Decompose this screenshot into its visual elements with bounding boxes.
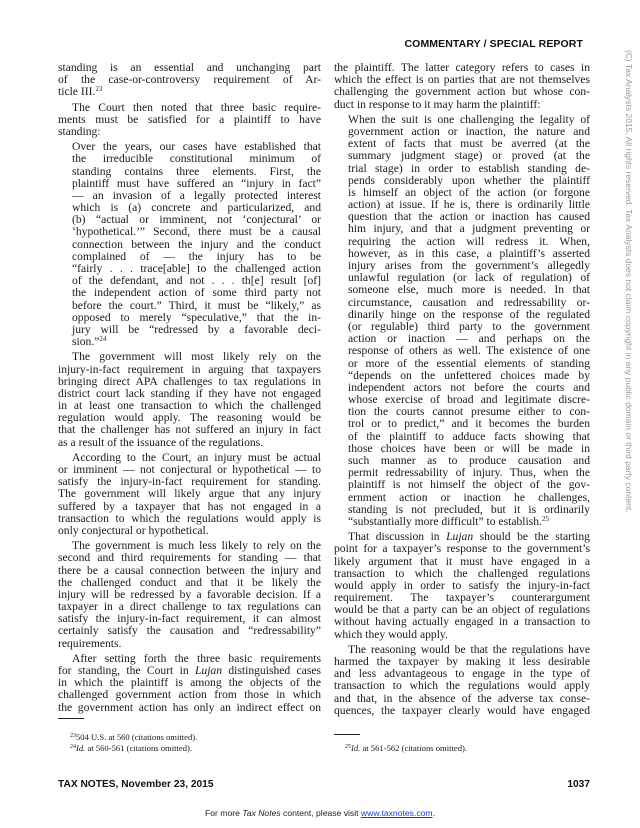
text-line: challenging the government action but whose con- — [334, 85, 590, 99]
text-line: extent of facts that must be averred (at the — [348, 137, 590, 151]
text-line: or imminent — not conjectural or hypothetical — to — [58, 463, 321, 476]
text-line: however, as in this case, a plaintiff’s asserted — [348, 246, 590, 260]
text-line: action) at issue. If he is, there is ordinarily little — [348, 198, 590, 212]
text-line: (b) “actual or imminent, not ‘conjectural’ or — [72, 213, 321, 227]
footnote-text: at 560-561 (citations omitted). — [85, 742, 192, 753]
text-line: connection between the injury and the conduct — [72, 237, 321, 251]
text-line: independent actors not before the courts and — [348, 380, 590, 394]
text-line: jury will be “redressed by a favorable deci- — [72, 322, 321, 336]
text-line: action or inaction — and perhaps on the — [348, 332, 590, 346]
footnote — [70, 743, 197, 754]
text-line: requirement. The taxpayer’s counterargument — [334, 591, 590, 605]
paragraph — [58, 351, 321, 449]
text-line: “depends on the unfettered choices made by — [348, 368, 590, 382]
footnote-rule — [334, 734, 360, 735]
text-line: of the case-or-controversy requirement of Ar- — [58, 73, 321, 87]
text-line: injury will be redressed by a favorable decision. If a — [58, 587, 321, 601]
text-line: ments must be satisfied for a plaintiff to have — [58, 112, 321, 126]
text-line: point for a taxpayer’s response to the government’s — [334, 542, 590, 556]
text-line: According to the Court, an injury must be actual — [72, 450, 321, 464]
text-line: complained of — the injury has to be — [72, 249, 321, 263]
footnote — [70, 732, 197, 743]
text-line: or more of the essential elements of standing — [348, 356, 590, 370]
text-line: as a result of the issuance of the regulations. — [58, 435, 264, 449]
block-quote — [334, 114, 590, 528]
text-line: transaction to which the challenged regulations — [334, 566, 590, 580]
text-line: in at least one transaction to which the challenged — [58, 399, 321, 413]
text-line: someone else, much more is needed. In that — [348, 283, 590, 297]
text-line: circumstance, causation and redressability or- — [348, 295, 590, 309]
text-line: that the challenger has not suffered an injury in fact — [58, 423, 321, 437]
text-line: of the plaintiff to adduce facts showing that — [348, 429, 590, 443]
text-line: such manner as to produce causation and — [348, 454, 590, 467]
text-line: requirements. — [58, 636, 122, 650]
text-line: and less advantageous to engage in the type of — [334, 667, 590, 681]
text-fragment: should be the starting — [473, 530, 590, 544]
paragraph — [58, 452, 321, 537]
text-line: The government is much less likely to rely on the — [72, 539, 321, 553]
text-line: only conjectural or hypothetical. — [58, 523, 209, 537]
footnotes-right — [345, 743, 467, 754]
text-line — [58, 86, 321, 98]
text-line: which is (a) concrete and particularized, and — [72, 201, 321, 215]
text-line: trial stage) in order to establish standing de- — [348, 161, 590, 175]
text-line: dinarily hinge on the response of the regulated — [348, 307, 590, 321]
text-fragment: “substantially more difficult” to establish. — [348, 514, 542, 528]
text-fragment: sion.” — [72, 335, 100, 349]
footnote-rule — [58, 718, 84, 719]
text-fragment: For more — [205, 808, 243, 818]
text-line: ‘hypothetical.’” Second, there must be a causal — [72, 225, 321, 239]
text-line: the independent action of some third party not — [72, 286, 321, 300]
text-line: injury arises from the government’s allegedly — [348, 259, 590, 272]
text-line: certainly satisfy the causation and “redressability” — [58, 624, 321, 638]
text-line: After setting forth the three basic requirements — [72, 651, 321, 665]
text-line: the irreducible constitutional minimum of — [72, 152, 321, 166]
text-line: district court lack standing if they have not engaged — [58, 386, 321, 400]
text-line — [72, 336, 321, 348]
text-fragment: for standing, the Court in — [58, 664, 195, 677]
text-fragment: . — [432, 808, 435, 818]
text-line: second and third requirements for standing — that — [58, 551, 321, 565]
text-line: of the defendant, and not . . . th[e] result [of] — [72, 274, 321, 288]
text-line: Over the years, our cases have established that — [72, 140, 321, 154]
text-line: injury-in-fact requirement in arguing that taxpayers — [58, 362, 321, 376]
text-line: standing: — [58, 124, 101, 138]
text-line: is himself an object of the action (or forgone — [348, 185, 590, 199]
text-fragment: distinguished cases — [222, 664, 321, 677]
text-line: regulation would apply. The reasoning would be — [58, 411, 321, 425]
text-line: standing is not precluded, but it is ordinarily — [348, 502, 590, 516]
text-line: which they would apply. — [334, 627, 448, 641]
text-line: would be that a party can be an object of regulations — [334, 603, 590, 617]
text-line: response of others as well. The existence of one — [348, 344, 590, 358]
text-line: requiring the action will redress it. When, — [348, 234, 590, 248]
text-line: government action or inaction, the nature and — [348, 124, 590, 138]
text-line: “fairly . . . trace[able] to the challenged action — [72, 262, 321, 275]
copyright-notice — [624, 50, 634, 750]
paragraph — [334, 62, 590, 111]
text-line: those choices have been or will be made in — [348, 441, 590, 455]
taxnotes-link[interactable]: www.taxnotes.com — [360, 808, 433, 818]
text-line: standing is an essential and unchanging part — [58, 61, 321, 74]
text-line: bringing direct APA challenges to tax regulations in — [58, 374, 321, 388]
text-fragment: That discussion in — [348, 530, 447, 544]
left-column — [58, 62, 321, 717]
block-quote — [58, 141, 321, 348]
text-line: unlawful regulation (or lack of regulation) of — [348, 271, 590, 285]
footnote-number: 23 — [70, 733, 76, 739]
text-line: ernment action or inaction he challenges, — [348, 490, 590, 504]
text-fragment: content, please visit — [280, 808, 361, 818]
text-line: without having actually engaged in a transaction to — [334, 615, 590, 629]
text-line: the plaintiff. The latter category refers to cases in — [334, 61, 590, 74]
text-fragment: ticle III. — [58, 85, 96, 99]
text-line: permit redressability of injury. Thus, when the — [348, 466, 590, 480]
text-line: and that, in the absence of the adverse tax conse- — [334, 691, 590, 705]
footnote-italic: Id. — [76, 742, 86, 753]
page-number: 1037 — [567, 779, 590, 790]
text-line: The government will likely argue that any injury — [58, 487, 321, 501]
footnote-text: at 561-562 (citations omitted). — [360, 743, 467, 753]
text-line: challenged government action from those in which — [58, 688, 321, 702]
text-line: the government action has only an indirect effect on — [58, 700, 321, 714]
footnote-ref[interactable]: 25 — [541, 514, 549, 523]
footnote-number: 24 — [70, 743, 76, 750]
footnote-ref[interactable]: 24 — [99, 335, 107, 344]
more-content-notice — [0, 808, 640, 818]
text-line: likely argument that it must have engaged in a — [334, 554, 590, 568]
text-line — [348, 516, 590, 528]
paragraph — [334, 644, 590, 717]
text-line: transaction to which the regulations would apply — [334, 679, 590, 693]
text-line: taxpayer in a direct challenge to tax regulations can — [58, 600, 321, 614]
text-line: there be a causal connection between the injury and — [58, 563, 321, 577]
case-name: Lujan — [446, 530, 474, 544]
text-line: satisfy the injury-in-fact requirement, it can almost — [58, 612, 321, 626]
text-line: trol or to predict,” and it becomes the burden — [348, 417, 590, 431]
paragraph — [58, 540, 321, 650]
text-line: before the court.” Third, it must be “likely,” as — [72, 298, 321, 312]
text-line: opposed to merely “speculative,” that the in- — [72, 310, 321, 324]
copyright-text: (C) Tax Analysts 2015. All rights reserved. Tax Analysts does not claim copyright in any public domain or third party content. — [624, 50, 634, 513]
text-line: — an invasion of a legally protected interest — [72, 188, 321, 202]
paragraph — [58, 653, 321, 714]
text-line: him injury, and that a judgment preventing or — [348, 222, 590, 236]
text-line: satisfy the injury-in-fact requirement for standing. — [58, 475, 321, 489]
text-line: duct in response to it may harm the plaintiff: — [334, 97, 541, 111]
footnotes-left — [70, 732, 197, 753]
text-line: standing contains three elements. First, the — [72, 164, 321, 178]
right-column — [334, 62, 590, 720]
publication-name: Tax Notes — [242, 808, 281, 818]
footnote-text: 504 U.S. at 560 (citations omitted). — [76, 732, 198, 742]
text-line: pends considerably upon whether the plaintiff — [348, 173, 590, 187]
text-line: whose exercise of broad and legitimate discre- — [348, 393, 590, 407]
paragraph — [334, 531, 590, 641]
text-line: (or regulable) third party to the government — [348, 319, 590, 333]
text-line: transaction to which the regulations would apply is — [58, 511, 321, 525]
text-line: summary judgment stage) or proved (at the — [348, 149, 590, 163]
text-line: would apply in order to satisfy the injury-in-fact — [334, 578, 590, 592]
text-line: plaintiff must have suffered an “injury in fact” — [72, 176, 321, 190]
section-header: COMMENTARY / SPECIAL REPORT — [404, 38, 583, 50]
text-line: The government will most likely rely on the — [72, 350, 321, 364]
text-line: tion the courts cannot presume either to con- — [348, 405, 590, 419]
text-line: quences, the taxpayer clearly would have engaged — [334, 703, 590, 717]
text-line: suffered by a taxpayer that has not engaged in a — [58, 499, 321, 513]
footnote-italic: Id. — [351, 743, 361, 753]
footnote — [345, 743, 467, 754]
text-line: harmed the taxpayer by making it less desirable — [334, 655, 590, 668]
text-line: When the suit is one challenging the legality of — [348, 112, 590, 126]
paragraph — [58, 62, 321, 99]
text-line: in which the plaintiff is among the objects of the — [58, 676, 321, 690]
publication-footer: TAX NOTES, November 23, 2015 — [58, 779, 214, 790]
text-line: plaintiff is not himself the object of the gov- — [348, 478, 590, 492]
text-line: The reasoning would be that the regulations have — [348, 642, 590, 656]
text-line: which the effect is on parties that are not themselves — [334, 73, 590, 87]
text-line: question that the action or inaction has caused — [348, 210, 590, 224]
case-name: Lujan — [194, 664, 223, 677]
footnote-ref[interactable]: 23 — [95, 85, 103, 94]
paragraph — [58, 102, 321, 139]
text-line: the challenged conduct and that it be likely the — [58, 575, 321, 589]
footnote-number: 25 — [345, 744, 351, 750]
text-line: The Court then noted that three basic require- — [72, 100, 321, 114]
